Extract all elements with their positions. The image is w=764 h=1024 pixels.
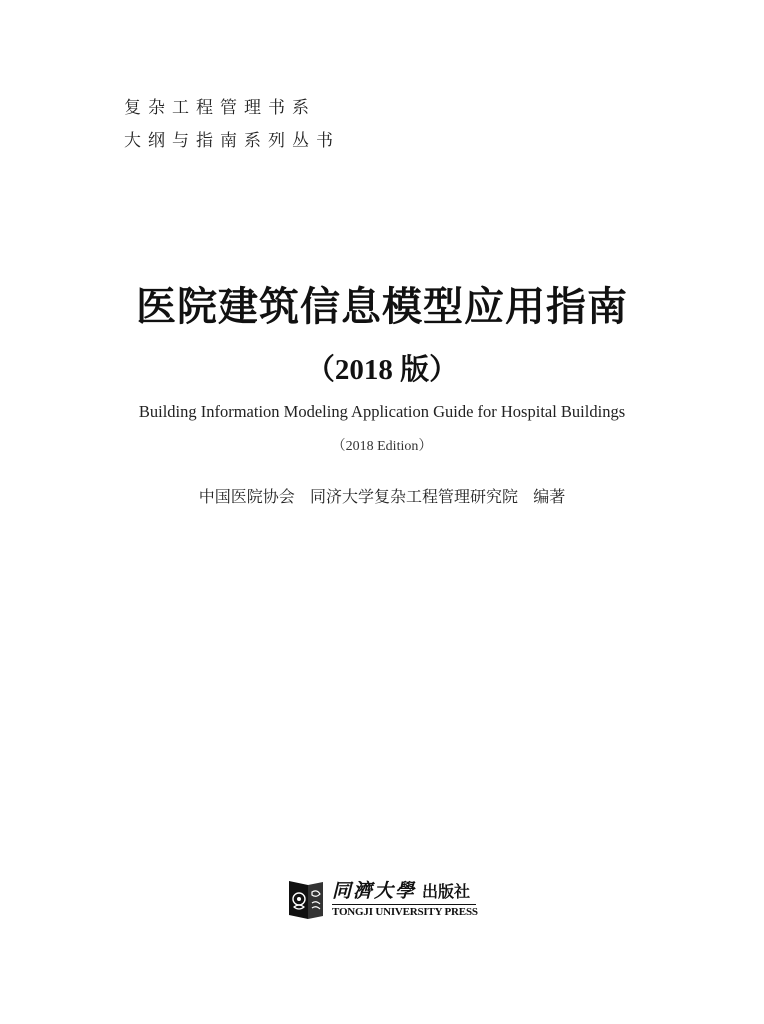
english-title: Building Information Modeling Application Guide for Hospital Buildings — [138, 402, 626, 421]
book-title: 医院建筑信息模型应用指南 — [136, 283, 628, 330]
publisher-logo — [286, 879, 486, 923]
english-edition: （2018 Edition） — [331, 439, 433, 454]
series-subtitle: 大纲与指南系列丛书 — [124, 131, 340, 151]
publisher-divider — [332, 904, 476, 905]
book-edition: （2018 版） — [305, 354, 459, 386]
publisher-name-cn — [332, 880, 470, 903]
publisher-press-label: 出版社 — [422, 882, 471, 901]
tongji-emblem-icon — [286, 879, 326, 923]
series-name: 复杂工程管理书系 — [124, 98, 316, 118]
publisher-university-name: 同濟大學 — [332, 880, 417, 902]
publisher-name-en: TONGJI UNIVERSITY PRESS — [332, 906, 478, 918]
authors: 中国医院协会 同济大学复杂工程管理研究院 编著 — [198, 487, 566, 506]
